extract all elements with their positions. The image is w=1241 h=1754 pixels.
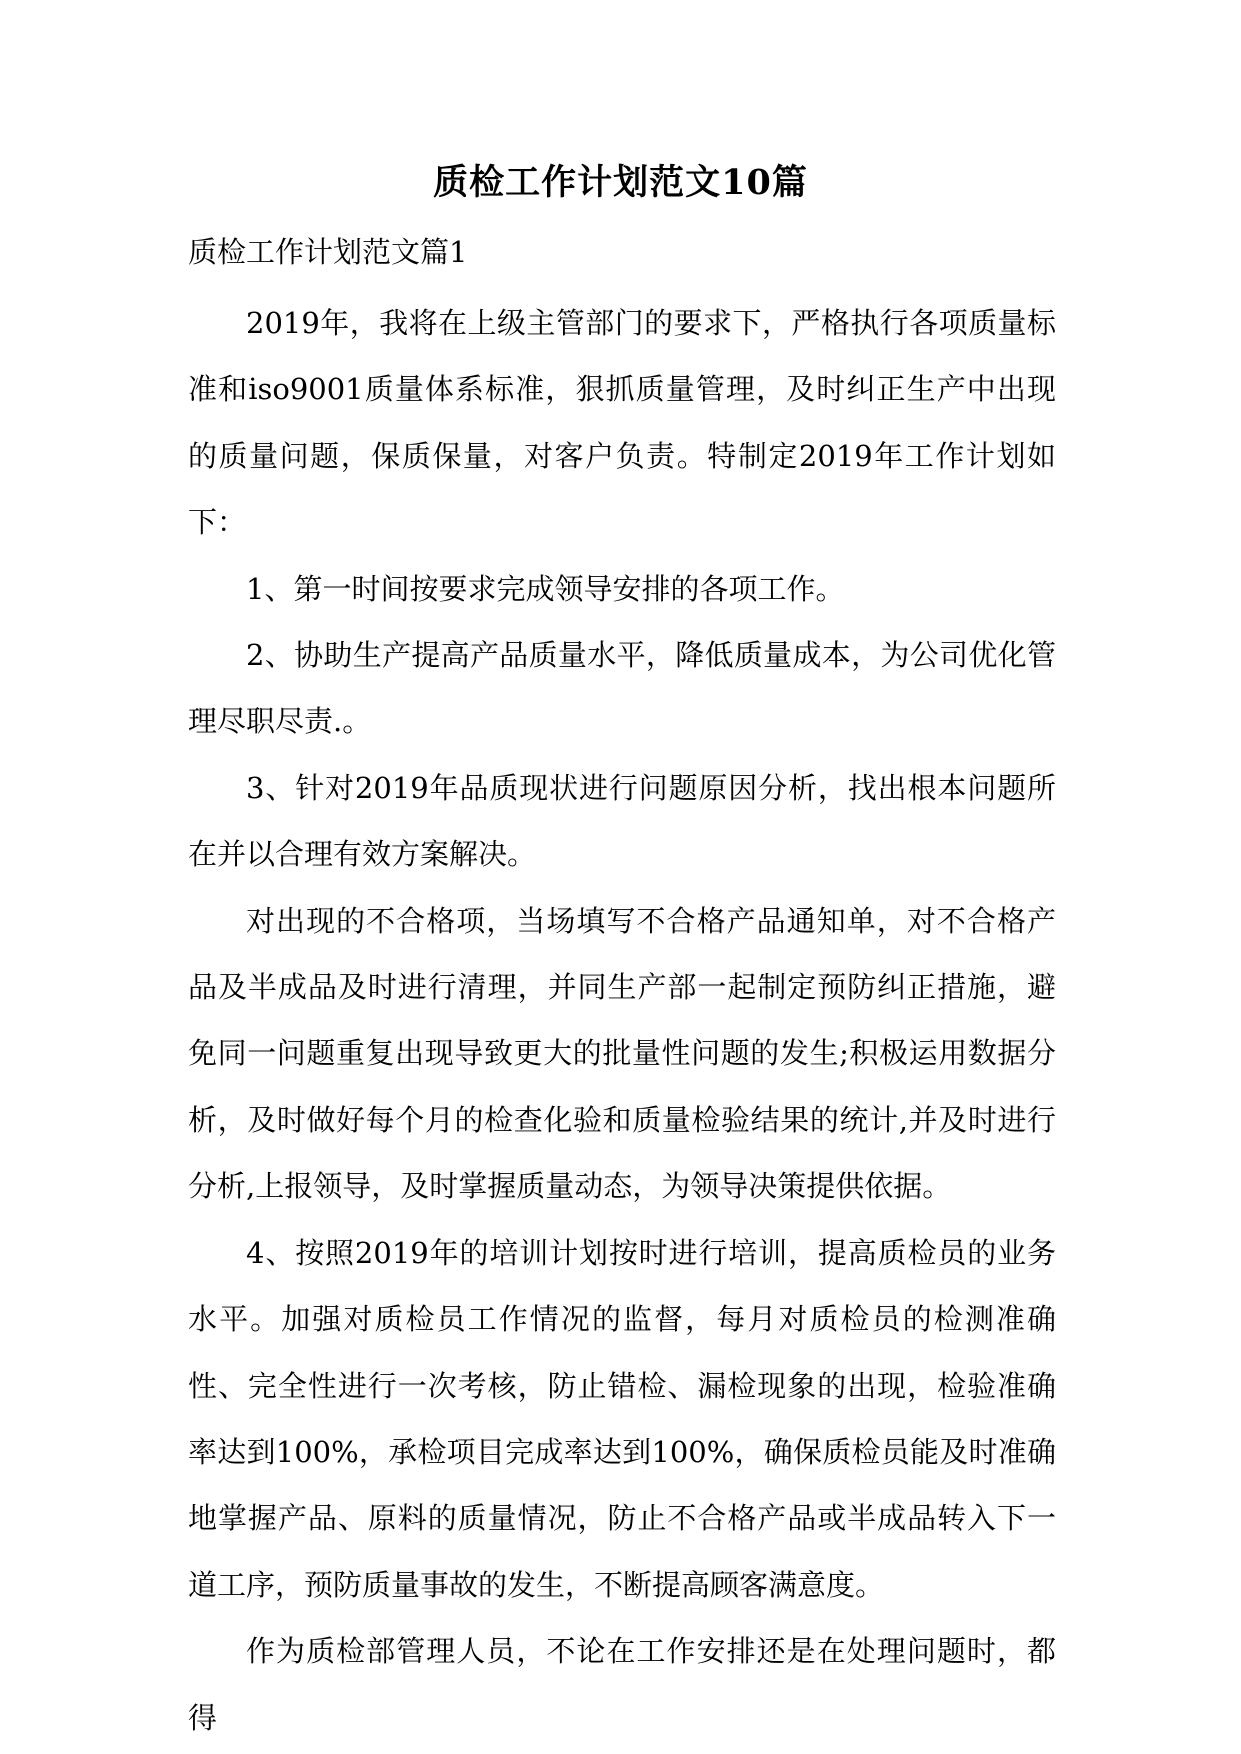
paragraph-item-2: 2、协助生产提高产品质量水平，降低质量成本，为公司优化管理尽职尽责.。 [188,638,1056,739]
paragraph-item-3: 3、针对2019年品质现状进行问题原因分析，找出根本问题所在并以合理有效方案解决。 [188,770,1056,872]
paragraph-item-1: 1、第一时间按要求完成领导安排的各项工作。 [246,571,845,606]
document-body [188,290,1056,1751]
paragraph-item-4: 4、按照2019年的培训计划按时进行培训，提高质检员的业务水平。加强对质检员工作情况的监督，每月对质检员的检测准确性、完全性进行一次考核，防止错检、漏检现象的出现，检验准确率达到100%，承检项目完成率达到100%，确保质检员能及时准确地掌握产品、原料的质量情况，防止不合格产品或半成品转入下一道工序，预防质量事故的发生，不断提高顾客满意度。 [188,1235,1056,1602]
paragraph-management: 作为质检部管理人员，不论在工作安排还是在处理问题时，都得 [188,1634,1056,1735]
document-title: 质检工作计划范文10篇 [433,162,808,203]
paragraph-intro: 2019年，我将在上级主管部门的要求下，严格执行各项质量标准和iso9001质量体系标准，狠抓质量管理，及时纠正生产中出现的质量问题，保质保量，对客户负责。特制定2019年工作计划如下： [188,306,1056,540]
paragraph-nonconformance: 对出现的不合格项，当场填写不合格产品通知单，对不合格产品及半成品及时进行清理，并同生产部一起制定预防纠正措施，避免同一问题重复出现导致更大的批量性问题的发生;积极运用数据分析，及时做好每个月的检查化验和质量检验结果的统计,并及时进行分析,上报领导，及时掌握质量动态，为领导决策提供依据。 [188,903,1056,1204]
section-heading: 质检工作计划范文篇1 [188,235,468,269]
